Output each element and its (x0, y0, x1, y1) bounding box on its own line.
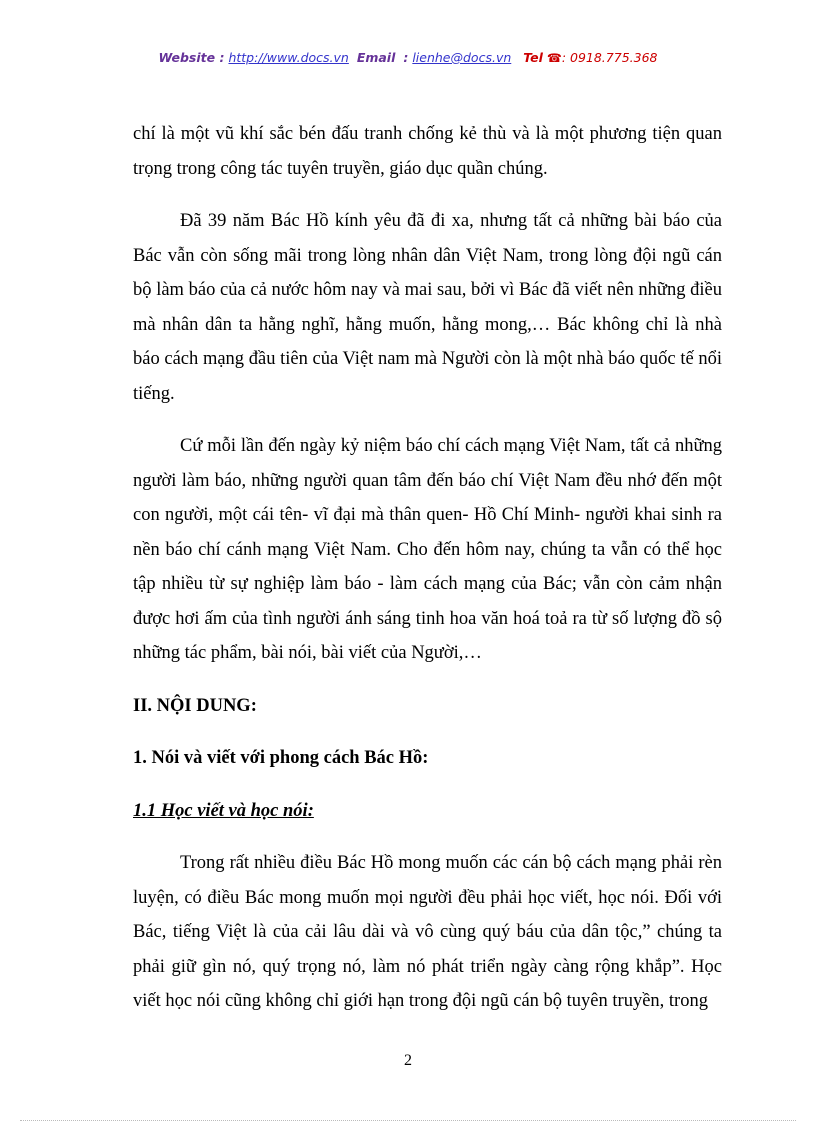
website-link[interactable]: http://www.docs.vn (228, 50, 349, 65)
email-separator: : (403, 50, 409, 65)
section-heading: II. NỘI DUNG: (133, 695, 257, 716)
paragraph-uncle-ho-articles: Đã 39 năm Bác Hồ kính yêu đã đi xa, nhưng tất cả những bài báo của Bác vẫn còn sống mãi trong lòng nhân dân Việt Nam, trong lòng đội ngũ cán bộ làm báo của cả nước hôm nay và mai sau, bởi vì Bác đã viết nên những điều mà nhân dân ta hằng nghĩ, hằng muốn, hằng mong,… Bác không chỉ là nhà báo cách mạng đầu tiên của Việt nam mà Người còn là một nhà báo quốc tế nổi tiếng. (133, 211, 722, 404)
footer-divider (20, 1120, 796, 1121)
website-label: Website : (158, 50, 225, 65)
email-link[interactable]: lienhe@docs.vn (412, 50, 512, 65)
page-header (0, 50, 816, 65)
paragraph-learning-to-write: Trong rất nhiều điều Bác Hồ mong muốn các cán bộ cách mạng phải rèn luyện, có điều Bác mong muốn mọi người đều phải học viết, học nói. Đối với Bác, tiếng Việt là của cải lâu dài và vô cùng quý báu của dân tộc,” chúng ta phải giữ gìn nó, quý trọng nó, làm nó phát triển ngày càng rộng khắp”. Học viết học nói cũng không chỉ giới hạn trong đội ngũ cán bộ tuyên truyền, trong (133, 853, 722, 1011)
phone-icon: ☎ (546, 51, 562, 65)
paragraph-continuation: chí là một vũ khí sắc bén đấu tranh chống kẻ thù và là một phương tiện quan trọng trong công tác tuyên truyền, giáo dục quần chúng. (133, 124, 722, 179)
subsubsection-heading: 1.1 Học viết và học nói: (133, 800, 314, 821)
page-number: 2 (404, 1052, 412, 1069)
email-label: Email (356, 50, 396, 65)
document-body (133, 117, 722, 1037)
paragraph-press-anniversary: Cứ mỗi lần đến ngày kỷ niệm báo chí cách mạng Việt Nam, tất cả những người làm báo, những người quan tâm đến báo chí Việt Nam đều nhớ đến một con người, một cái tên- vĩ đại mà thân quen- Hồ Chí Minh- người khai sinh ra nền báo chí cánh mạng Việt Nam. Cho đến hôm nay, chúng ta vẫn có thể học tập nhiều từ sự nghiệp làm báo - làm cách mạng của Bác; vẫn còn cảm nhận được hơi ấm của tình người ánh sáng tinh hoa văn hoá toả ra từ số lượng đồ sộ những tác phẩm, bài nói, bài viết của Người,… (133, 436, 722, 663)
tel-label: Tel (523, 50, 543, 65)
subsection-heading: 1. Nói và viết với phong cách Bác Hồ: (133, 748, 429, 768)
phone-number: : 0918.775.368 (561, 50, 658, 65)
